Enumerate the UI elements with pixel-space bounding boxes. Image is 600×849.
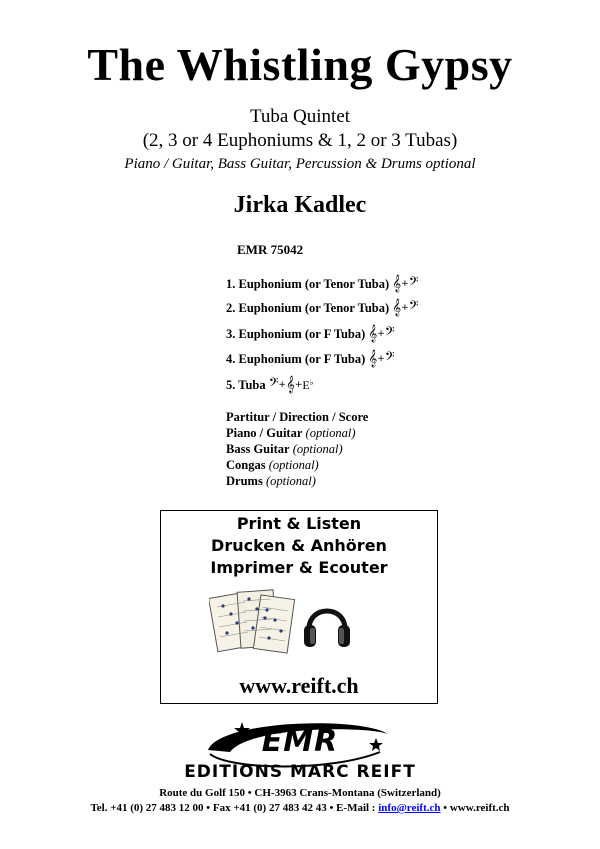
- publisher-contact: [0, 802, 600, 814]
- score-item-note: (optional): [292, 442, 343, 456]
- part-item: [226, 298, 418, 316]
- instrumentation: (2, 3 or 4 Euphoniums & 1, 2 or 3 Tubas): [142, 130, 458, 151]
- part-item: [226, 324, 395, 342]
- part-label: 1. Euphonium (or Tenor Tuba): [226, 277, 390, 291]
- sheet-music-icon: [209, 587, 297, 655]
- score-item: [226, 426, 356, 441]
- composer: Jirka Kadlec: [233, 192, 367, 218]
- bass-treble-eb-clef-icon: 𝄢+𝄞+E♭: [268, 375, 314, 393]
- score-item-label: Partitur / Direction / Score: [226, 410, 369, 424]
- website-link[interactable]: www.reift.ch: [239, 673, 359, 698]
- part-label: 3. Euphonium (or F Tuba): [226, 327, 366, 341]
- optional-parts: Piano / Guitar, Bass Guitar, Percussion & Drums optional: [124, 156, 476, 172]
- treble-bass-clef-icon: 𝄞+𝄢: [392, 298, 419, 316]
- score-item-note: (optional): [268, 458, 319, 472]
- part-label: 5. Tuba: [226, 378, 266, 392]
- promo-box: [160, 510, 438, 704]
- publisher-address: Route du Golf 150 • CH-3963 Crans-Montana (Switzerland): [159, 787, 441, 799]
- treble-bass-clef-icon: 𝄞+𝄢: [368, 349, 395, 367]
- promo-line: Drucken & Anhören: [211, 536, 387, 555]
- score-item-label: Congas: [226, 458, 266, 472]
- treble-bass-clef-icon: 𝄞+𝄢: [368, 324, 395, 342]
- score-item-label: Bass Guitar: [226, 442, 290, 456]
- score-item-label: Drums: [226, 474, 263, 488]
- edition-number: EMR 75042: [237, 242, 304, 257]
- score-item-label: Piano / Guitar: [226, 426, 303, 440]
- part-label: 2. Euphonium (or Tenor Tuba): [226, 301, 390, 315]
- page-title: The Whistling Gypsy: [87, 39, 513, 90]
- email-link[interactable]: info@reift.ch: [378, 802, 441, 814]
- score-item-note: (optional): [305, 426, 356, 440]
- score-item: [226, 458, 319, 473]
- promo-line: Print & Listen: [236, 514, 362, 533]
- score-item: [226, 410, 368, 425]
- contact-suffix: • www.reift.ch: [440, 802, 510, 814]
- contact-prefix: Tel. +41 (0) 27 483 12 00 • Fax +41 (0) 27 483 42 43 • E-Mail :: [90, 802, 379, 814]
- treble-bass-clef-icon: 𝄞+𝄢: [392, 274, 419, 292]
- logo-emr-text: EMR: [261, 724, 339, 759]
- score-item-note: (optional): [265, 474, 316, 488]
- subtitle: Tuba Quintet: [249, 106, 351, 127]
- promo-line: Imprimer & Ecouter: [210, 558, 388, 577]
- part-item: [226, 349, 395, 367]
- part-item: [226, 375, 314, 393]
- score-item: [226, 474, 316, 489]
- headphones-icon: [301, 595, 353, 653]
- score-item: [226, 442, 343, 457]
- publisher-name: EDITIONS MARC REIFT: [184, 762, 416, 782]
- publisher-logo: [150, 714, 450, 784]
- part-item: [226, 274, 418, 292]
- part-label: 4. Euphonium (or F Tuba): [226, 352, 366, 366]
